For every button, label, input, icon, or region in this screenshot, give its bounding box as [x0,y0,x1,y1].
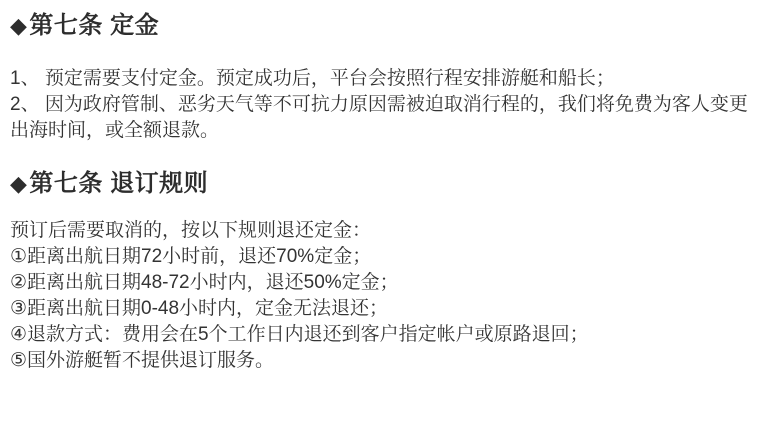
section-cancellation [10,170,756,374]
diamond-bullet-icon: ◆ [10,171,28,196]
section-deposit [10,12,756,144]
section-cancellation-body [10,218,756,374]
diamond-bullet-icon: ◆ [10,13,28,38]
section-deposit-title [10,12,756,40]
cancellation-rule-3: ③距离出航日期0-48小时内，定金无法退还； [10,298,389,319]
cancellation-rule-5: ⑤国外游艇暂不提供退订服务。 [10,350,275,371]
cancellation-rule-1: ①距离出航日期72小时前，退还70%定金； [10,246,372,267]
section-deposit-body [10,66,756,144]
section-deposit-title-text: 第七条 定金 [29,12,160,39]
deposit-rule-1: 1、 预定需要支付定金。预定成功后，平台会按照行程安排游艇和船长； [10,68,615,89]
cancellation-rule-4: ④退款方式：费用会在5个工作日内退还到客户指定帐户或原路退回； [10,324,589,345]
cancellation-rule-2: ②距离出航日期48-72小时内，退还50%定金； [10,272,399,293]
section-cancellation-title [10,170,756,198]
section-cancellation-title-text: 第七条 退订规则 [29,170,209,197]
cancellation-intro: 预订后需要取消的，按以下规则退还定金： [10,220,372,241]
deposit-rule-2: 2、 因为政府管制、恶劣天气等不可抗力原因需被迫取消行程的，我们将免费为客人变更出海时间，或全额退款。 [10,94,748,141]
